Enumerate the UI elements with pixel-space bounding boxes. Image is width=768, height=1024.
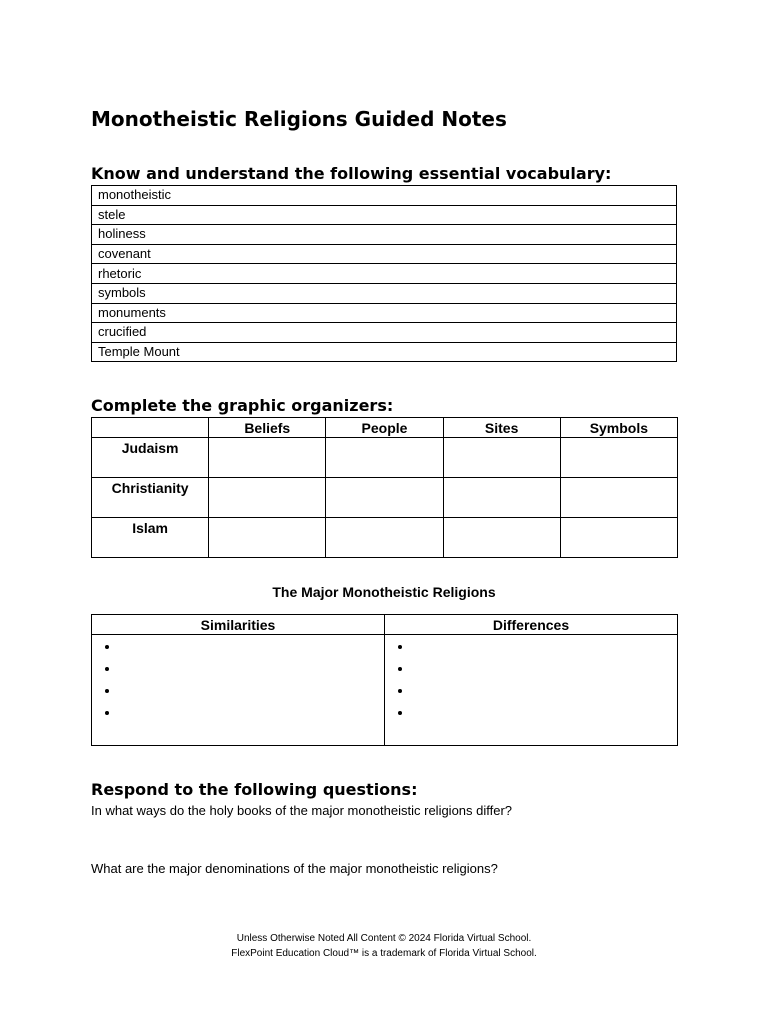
answer-cell[interactable] <box>326 478 443 518</box>
vocabulary-term: crucified <box>92 323 677 343</box>
vocabulary-row <box>92 186 677 206</box>
questions-heading: Respond to the following questions: <box>91 780 418 799</box>
similarities-cell[interactable] <box>92 635 385 746</box>
organizer-row-christianity <box>92 478 678 518</box>
answer-cell[interactable] <box>326 438 443 478</box>
bullet-item[interactable] <box>413 702 677 724</box>
comparison-table <box>91 614 678 746</box>
answer-cell[interactable] <box>443 438 560 478</box>
answer-cell[interactable] <box>443 478 560 518</box>
comparison-body-row <box>92 635 678 746</box>
similarities-bullet-list <box>92 636 384 724</box>
vocabulary-row <box>92 283 677 303</box>
footer-trademark: FlexPoint Education Cloud™ is a trademark of Florida Virtual School. <box>231 948 537 959</box>
row-header-judaism: Judaism <box>92 438 209 478</box>
comparison-title: The Major Monotheistic Religions <box>272 584 496 600</box>
vocabulary-row <box>92 342 677 362</box>
organizer-row-judaism <box>92 438 678 478</box>
vocabulary-row <box>92 244 677 264</box>
vocabulary-term: holiness <box>92 225 677 245</box>
column-header-symbols: Symbols <box>560 418 677 438</box>
vocabulary-row <box>92 264 677 284</box>
bullet-item[interactable] <box>120 680 384 702</box>
organizer-heading: Complete the graphic organizers: <box>91 396 394 415</box>
differences-cell[interactable] <box>385 635 678 746</box>
answer-cell[interactable] <box>209 518 326 558</box>
answer-cell[interactable] <box>560 518 677 558</box>
question-1: In what ways do the holy books of the major monotheistic religions differ? <box>91 803 513 818</box>
vocabulary-term: monuments <box>92 303 677 323</box>
bullet-item[interactable] <box>120 702 384 724</box>
vocabulary-term: Temple Mount <box>92 342 677 362</box>
footer-copyright: Unless Otherwise Noted All Content © 2024 Florida Virtual School. <box>236 933 532 944</box>
similarities-header: Similarities <box>92 615 385 635</box>
vocabulary-heading: Know and understand the following essential vocabulary: <box>91 164 612 183</box>
graphic-organizer-table <box>91 417 678 558</box>
vocabulary-term: rhetoric <box>92 264 677 284</box>
vocabulary-row <box>92 323 677 343</box>
vocabulary-term: stele <box>92 205 677 225</box>
column-header-people: People <box>326 418 443 438</box>
question-2: What are the major denominations of the major monotheistic religions? <box>91 861 498 876</box>
bullet-item[interactable] <box>120 636 384 658</box>
answer-cell[interactable] <box>443 518 560 558</box>
column-header-sites: Sites <box>443 418 560 438</box>
answer-cell[interactable] <box>560 478 677 518</box>
vocabulary-term: monotheistic <box>92 186 677 206</box>
column-header-beliefs: Beliefs <box>209 418 326 438</box>
vocabulary-table <box>91 185 677 362</box>
differences-bullet-list <box>385 636 677 724</box>
answer-cell[interactable] <box>326 518 443 558</box>
vocabulary-term: symbols <box>92 283 677 303</box>
vocabulary-term: covenant <box>92 244 677 264</box>
answer-cell[interactable] <box>560 438 677 478</box>
row-header-islam: Islam <box>92 518 209 558</box>
vocabulary-row <box>92 303 677 323</box>
bullet-item[interactable] <box>120 658 384 680</box>
answer-cell[interactable] <box>209 438 326 478</box>
bullet-item[interactable] <box>413 636 677 658</box>
organizer-header-row <box>92 418 678 438</box>
bullet-item[interactable] <box>413 680 677 702</box>
comparison-header-row <box>92 615 678 635</box>
bullet-item[interactable] <box>413 658 677 680</box>
vocabulary-row <box>92 225 677 245</box>
differences-header: Differences <box>385 615 678 635</box>
organizer-row-islam <box>92 518 678 558</box>
answer-cell[interactable] <box>209 478 326 518</box>
page-title: Monotheistic Religions Guided Notes <box>91 107 507 131</box>
organizer-corner-cell <box>92 418 209 438</box>
vocabulary-row <box>92 205 677 225</box>
row-header-christianity: Christianity <box>92 478 209 518</box>
